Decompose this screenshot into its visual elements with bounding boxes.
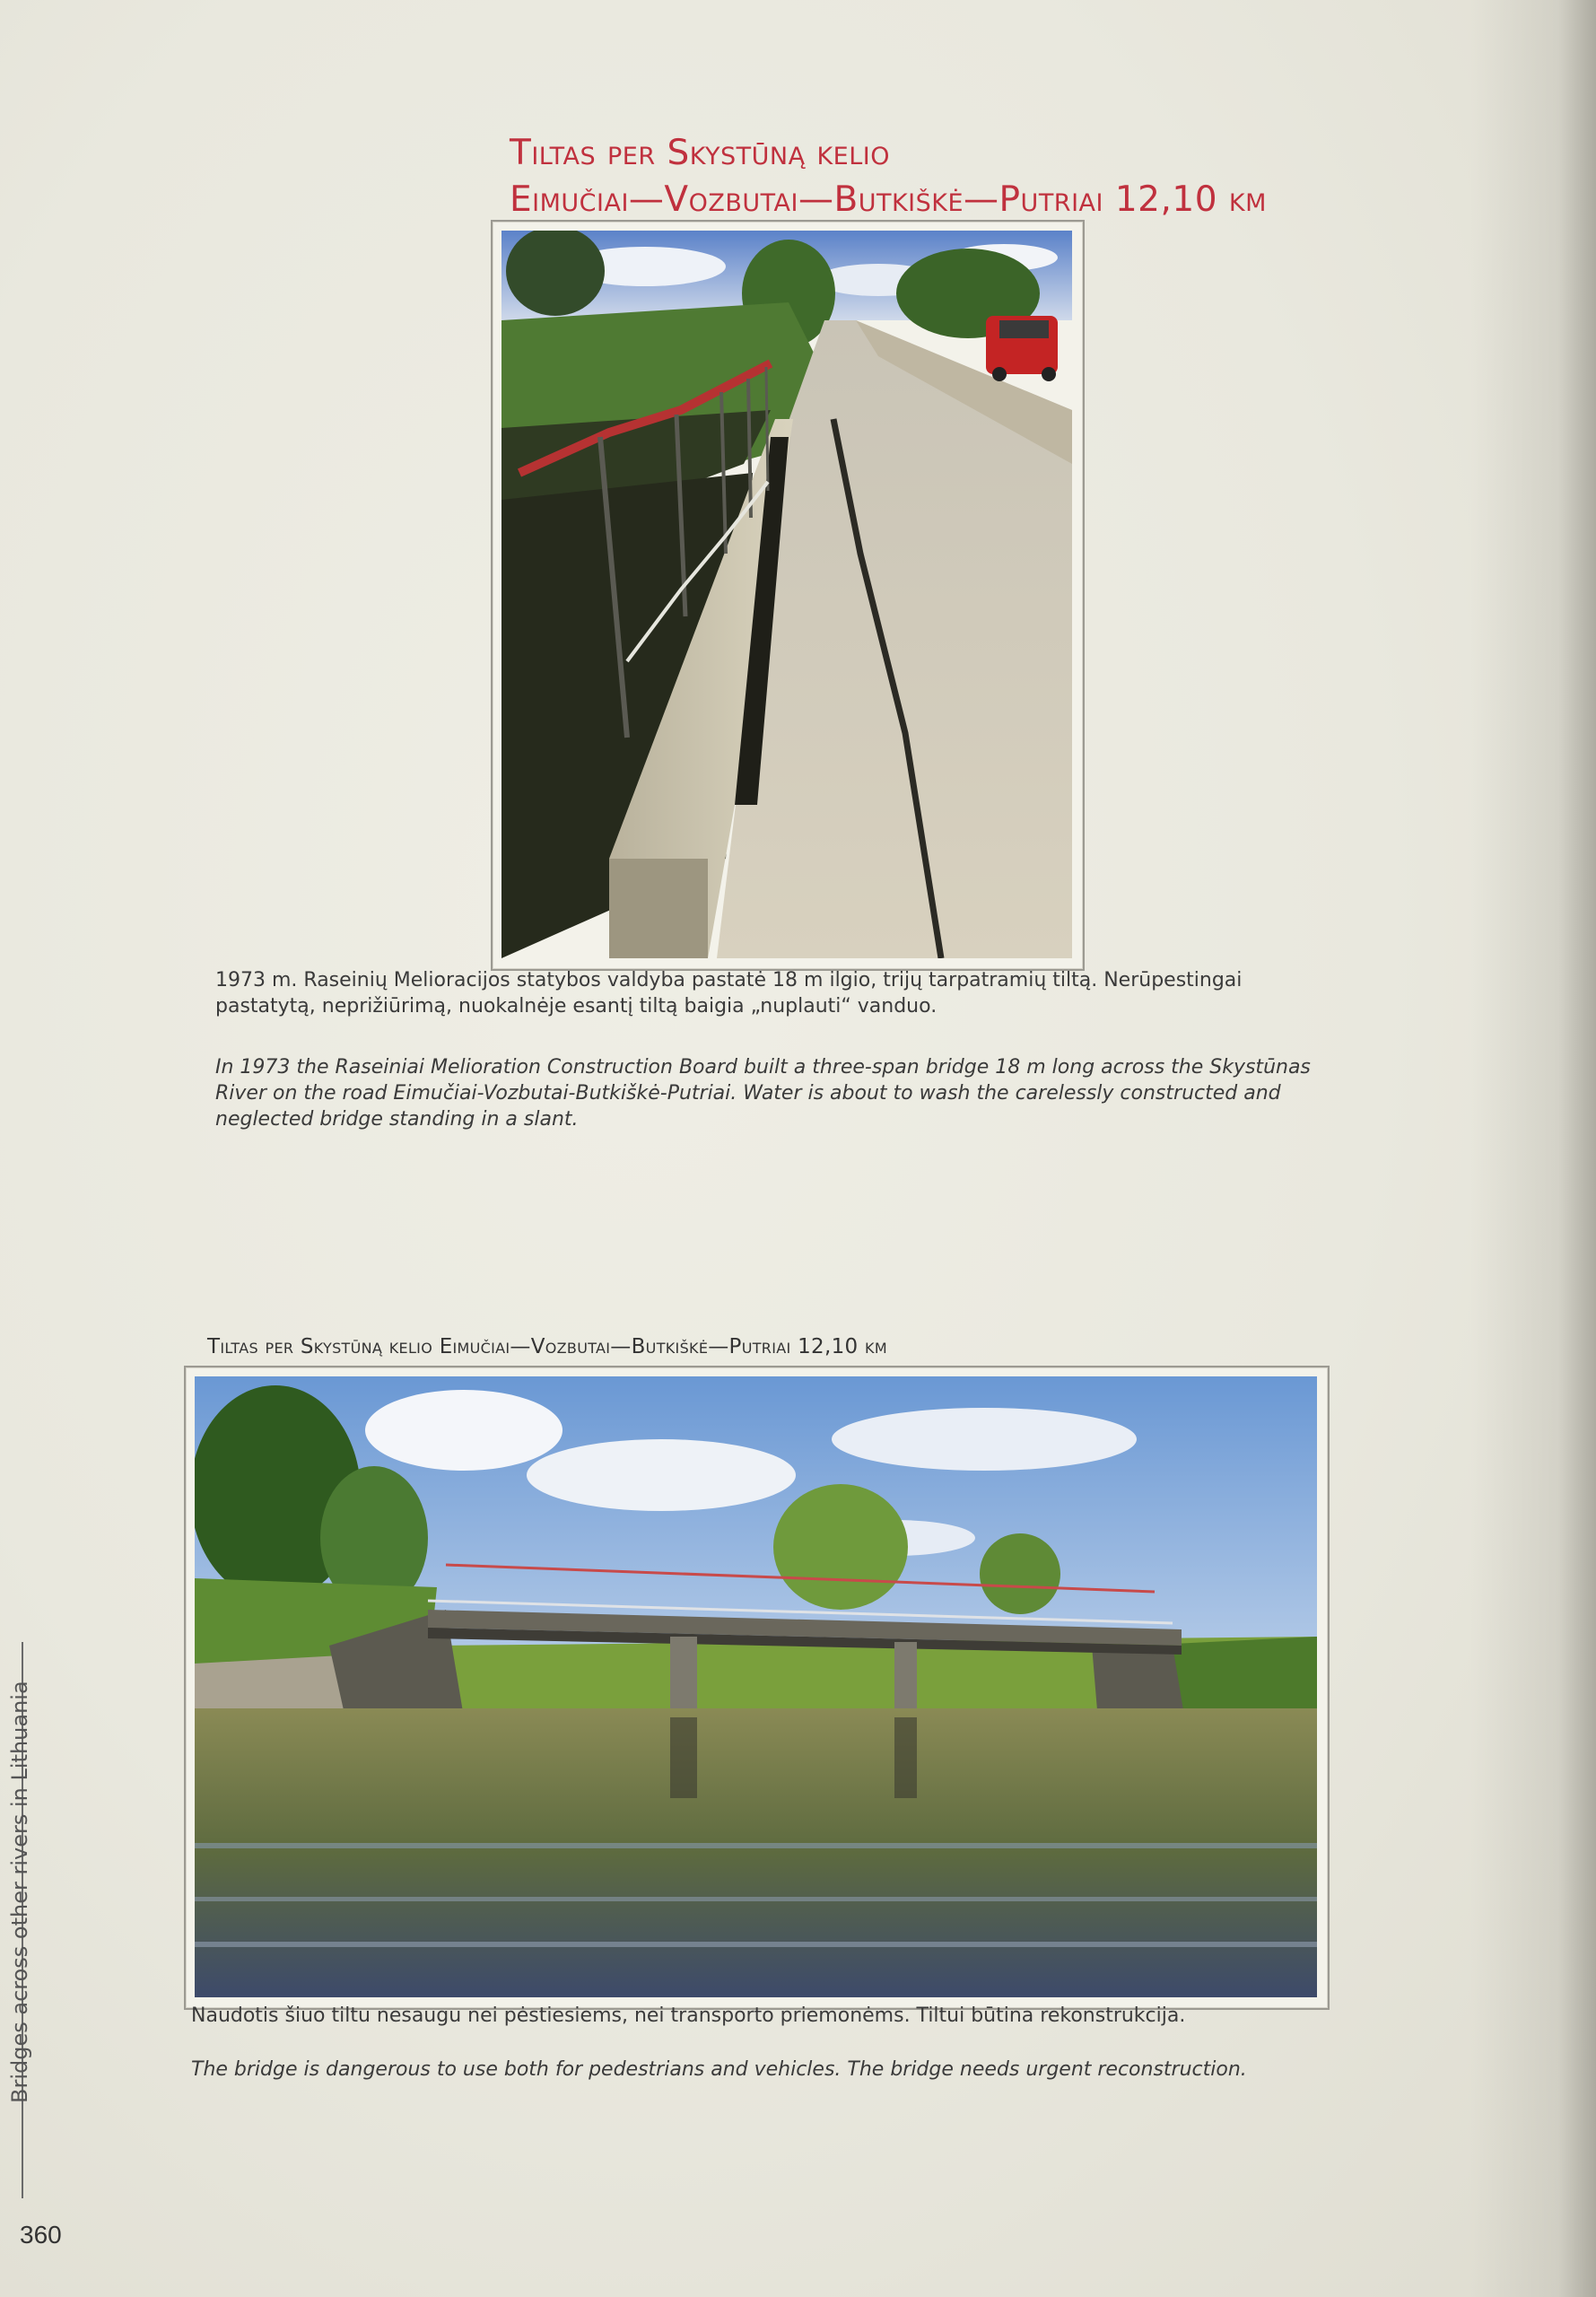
- photo2-title: Tiltas per Skystūną kelio Eimučiai—Vozbutai—Butkiškė—Putriai 12,10 km: [207, 1335, 887, 1358]
- page-title: [510, 130, 1317, 223]
- photo2-caption-en: The bridge is dangerous to use both for pedestrians and vehicles. The bridge needs urgent reconstruction.: [191, 2058, 1247, 2081]
- photo-frame-top: [491, 220, 1085, 971]
- photo1-caption-en: In 1973 the Raseiniai Melioration Construction Board built a three-span bridge 18 m long across the Skystūnas River on the road Eimučiai-Vozbutai-Butkiškė-Putriai. Water is about to wash the carelessly constructed and neglected bridge standing in a slant.: [215, 1056, 1311, 1131]
- bridge-roadside-photo: [501, 231, 1072, 958]
- title-line-1: Tiltas per Skystūną kelio: [510, 133, 890, 173]
- photo1-caption-lt: 1973 m. Raseinių Melioracijos statybos valdyba pastatė 18 m ilgio, trijų tarpatramių tiltą. Nerūpestingai pastatytą, neprižiūrimą, nuokalnėje esantį tiltą baigia „nuplauti“ vanduo.: [215, 969, 1243, 1017]
- photo-frame-bottom: [184, 1366, 1330, 2010]
- title-line-2: Eimučiai—Vozbutai—Butkiškė—Putriai 12,10 km: [510, 179, 1267, 220]
- page-edge-shadow: [1470, 0, 1596, 2297]
- page-number: 360: [20, 2221, 62, 2249]
- running-section-title: Bridges across other rivers in Lithuania: [7, 1681, 32, 2103]
- bridge-river-photo: [195, 1376, 1317, 1997]
- photo2-caption-lt: Naudotis šiuo tiltu nesaugu nei pėstiesiems, nei transporto priemonėms. Tiltui būtina rekonstrukcija.: [191, 2004, 1186, 2027]
